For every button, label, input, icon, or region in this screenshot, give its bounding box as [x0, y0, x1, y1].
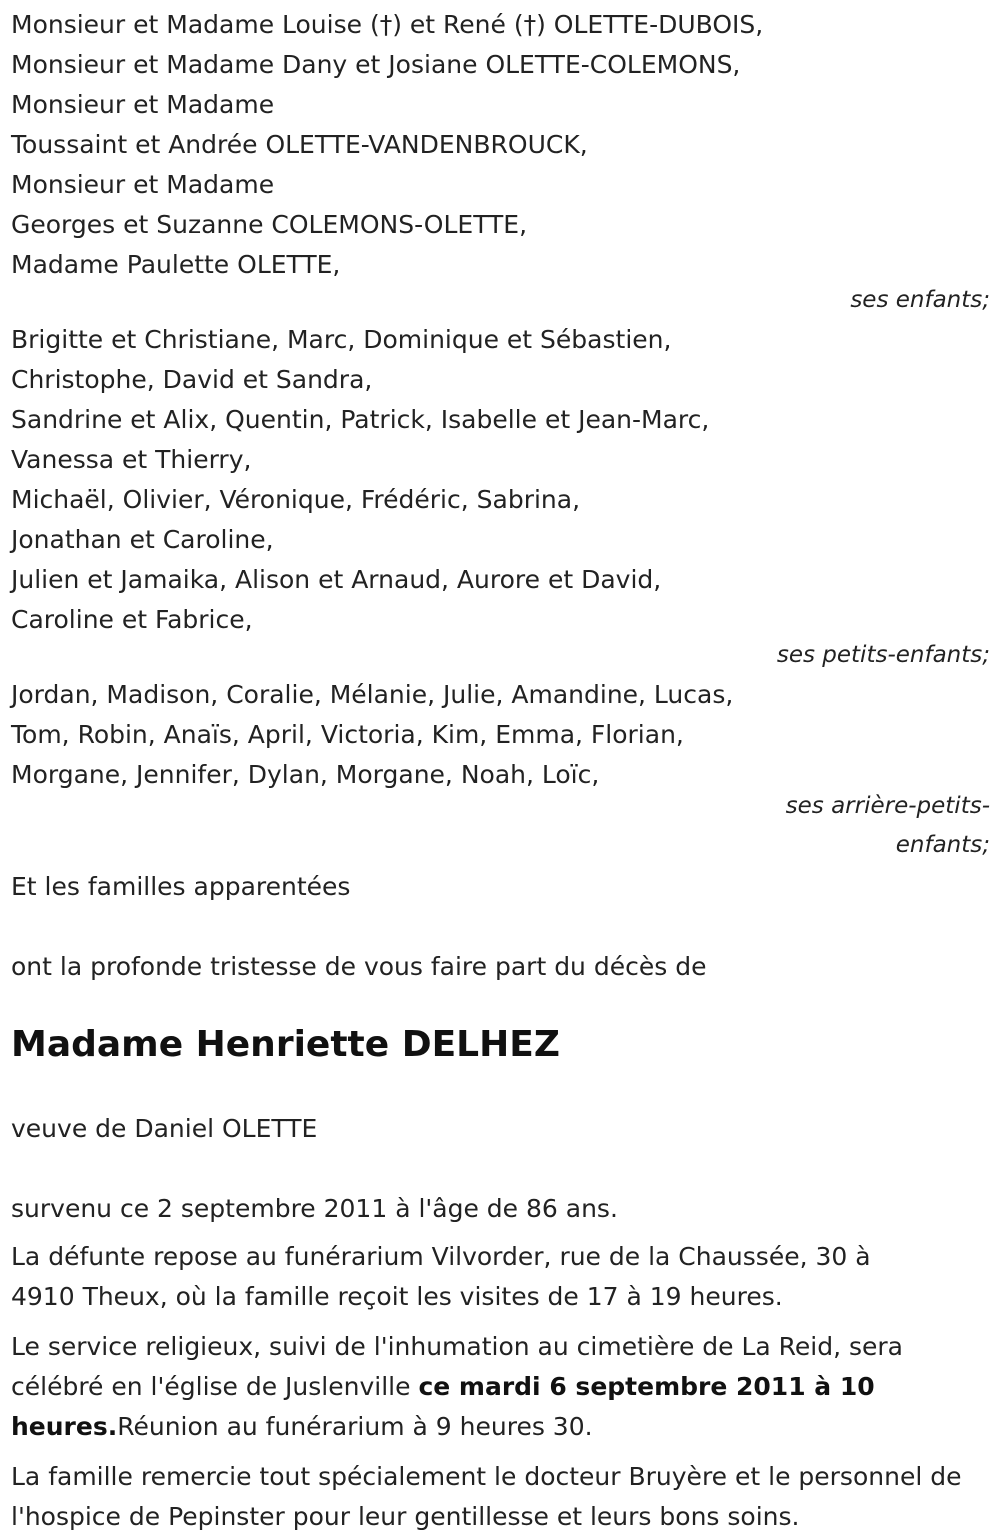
grandchildren-line: Vanessa et Thierry, — [11, 445, 252, 474]
service-after: Réunion au funérarium à 9 heures 30. — [117, 1412, 593, 1441]
announcement-line: ont la profonde tristesse de vous faire part du décès de — [11, 952, 707, 981]
service-info — [11, 1327, 990, 1447]
great-grandchildren-role-line: ses arrière-petits- — [785, 793, 990, 819]
children-line: Monsieur et Madame — [11, 90, 275, 119]
children-role: ses enfants; — [850, 287, 990, 313]
children-line: Monsieur et Madame Dany et Josiane OLETTE-COLEMONS, — [11, 50, 741, 79]
grandchildren-line: Jonathan et Caroline, — [11, 525, 274, 554]
great-grandchildren-group — [11, 675, 990, 795]
death-info: survenu ce 2 septembre 2011 à l'âge de 86 ans. — [11, 1194, 618, 1223]
children-line: Georges et Suzanne COLEMONS-OLETTE, — [11, 210, 528, 239]
children-group — [11, 0, 990, 285]
service-intro: Le service religieux, suivi de l'inhumation au cimetière de La Reid, sera célébré en l'église de Juslenville — [11, 1332, 904, 1401]
great-grandchildren-role — [11, 787, 990, 865]
rest-info: La défunte repose au funérarium Vilvorder, rue de la Chaussée, 30 à 4910 Theux, où la famille reçoit les visites de 17 à 19 heures. — [11, 1242, 871, 1311]
grandchildren-role: ses petits-enfants; — [776, 642, 990, 668]
grandchildren-line: Christophe, David et Sandra, — [11, 365, 373, 394]
children-line: Toussaint et Andrée OLETTE-VANDENBROUCK, — [11, 130, 588, 159]
grandchildren-line: Julien et Jamaika, Alison et Arnaud, Aurore et David, — [11, 565, 662, 594]
great-grandchildren-role-line: enfants; — [895, 832, 990, 858]
great-grandchildren-line: Jordan, Madison, Coralie, Mélanie, Julie, Amandine, Lucas, — [11, 680, 734, 709]
children-line: Monsieur et Madame — [11, 170, 275, 199]
grandchildren-line: Brigitte et Christiane, Marc, Dominique et Sébastien, — [11, 325, 672, 354]
grandchildren-line: Caroline et Fabrice, — [11, 605, 253, 634]
children-line: Monsieur et Madame Louise (†) et René (†) OLETTE-DUBOIS, — [11, 10, 764, 39]
children-line: Madame Paulette OLETTE, — [11, 250, 341, 279]
families-line: Et les familles apparentées — [11, 872, 351, 901]
widow-of-line: veuve de Daniel OLETTE — [11, 1114, 318, 1143]
great-grandchildren-line: Morgane, Jennifer, Dylan, Morgane, Noah, Loïc, — [11, 760, 600, 789]
great-grandchildren-line: Tom, Robin, Anaïs, April, Victoria, Kim, Emma, Florian, — [11, 720, 684, 749]
thanks-info: La famille remercie tout spécialement le docteur Bruyère et le personnel de l'hospice de Pepinster pour leur gentillesse et leurs bons soins. — [11, 1462, 962, 1531]
grandchildren-line: Michaël, Olivier, Véronique, Frédéric, Sabrina, — [11, 485, 581, 514]
grandchildren-group — [11, 320, 990, 640]
grandchildren-line: Sandrine et Alix, Quentin, Patrick, Isabelle et Jean-Marc, — [11, 405, 710, 434]
deceased-name: Madame Henriette DELHEZ — [11, 1024, 560, 1065]
service-date: ce mardi 6 septembre 2011 à 10 heures. — [11, 1372, 875, 1441]
